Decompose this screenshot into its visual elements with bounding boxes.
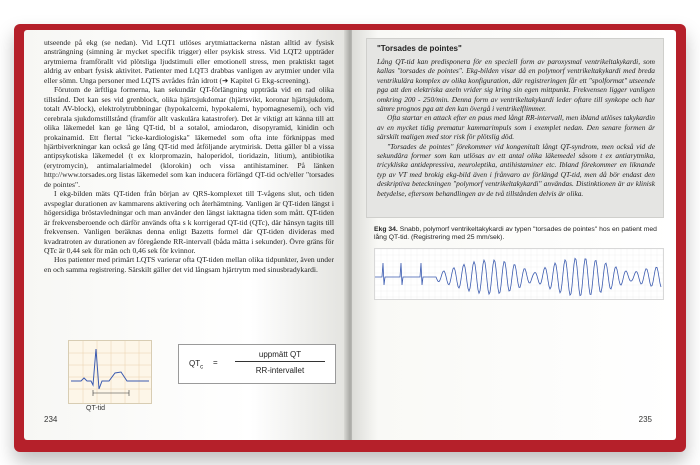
paragraph: Lång QT-tid kan predisponera för en speciell form av paroxysmal ventrikeltakykardi, som kallas "torsades de pointes". Ekg-bilden visar då en polymorf ventrikeltakykardi med breda ventrikulära komplex av olika konfiguration, där registreringen får ett "spolformat" utseende pga att den elektriska axeln vrider sig kring sin egen mittpunkt. Frekvensen ligger vanligen omkring 200 - 250/min. Denna form av ventrikeltakykardi leder oftare till synkope och har sämre prognos pga att den kan övergå i ventrikelflimmer. <box>377 57 655 114</box>
page-number-left: 234 <box>44 415 58 424</box>
qt-ecg-icon <box>69 341 151 403</box>
left-page-body <box>44 38 334 274</box>
torsades-info-box <box>366 38 664 218</box>
ecg-trace-icon <box>375 249 663 299</box>
ecg-trace-line <box>375 258 661 295</box>
paragraph: Ofta startar en attack efter en paus med långt RR-intervall, men ibland utlöses takykardin av en mycket tidig prematur kammarimpuls som i exemplet nedan. Den senare formen är särskilt maligen med stor risk för plötslig död. <box>377 113 655 142</box>
caption-label: Ekg 34. <box>374 226 398 233</box>
right-page <box>352 30 676 440</box>
qtc-formula <box>178 344 336 384</box>
formula-equals: = <box>213 358 218 367</box>
info-box-text <box>377 57 655 198</box>
caption-text: Snabb, polymorf ventrikeltakykardi av typen "torsades de pointes" hos en patient med lång QT-tid. (Registrering med 25 mm/sek). <box>374 226 657 242</box>
left-page <box>24 30 348 440</box>
formula-numerator: uppmätt QT <box>235 350 325 362</box>
qt-interval-figure <box>68 340 152 404</box>
info-box-title: "Torsades de pointes" <box>377 44 462 53</box>
qt-figure-label: QT-tid <box>86 405 106 412</box>
paragraph: "Torsades de pointes" förekommer vid kongenitalt långt QT-syndrom, men också vid de sekundära former som kan utlösas av ett antal olika läkemedel såsom t ex antiarytmika, tricykliska antidepressiva, neuroleptika, antihistaminer etc. Ibland förekommer en liknande typ av VT med brokig ekg-bild även i frånvaro av förlängd QT-tid, men då bör endast den deskriptiva beteckningen "polymorf ventrikeltakykardi" användas. Distinktionen är av klinisk betydelse, eftersom behandlingen av de två tillstånden delvis är olika. <box>377 141 655 198</box>
formula-denominator: RR-intervallet <box>255 366 305 375</box>
paragraph: Hos patienter med primärt LQTS varierar ofta QT-tiden mellan olika tidpunkter, även under en och samma registrering. Särskilt gäller det vid långsam hjärtrytm med sinusbradykardi. <box>44 255 334 274</box>
formula-lhs <box>189 359 203 371</box>
torsades-ecg-strip <box>374 248 664 300</box>
paragraph: utseende på ekg (se nedan). Vid LQT1 utlöses arytmiattackerna nästan alltid av fysisk ansträngning (simning är mycket specifik trigger) eller psykisk stress. Vid LQT2 uppträder arytmierna framförallt vid plötsliga ljudstimuli eller emotionell stress, men praktiskt taget aldrig av enbart fysisk aktivitet. Patienter med LQT3 drabbas vanligen av arytmier under vila eller sömn. Unga personer med LQTS avrådes från idrott (➜ Kapitel G Ekg-screening). <box>44 38 334 85</box>
paragraph: Förutom de ärftliga formerna, kan sekundär QT-förlängning uppträda vid en rad olika tillstånd. Det kan ses vid grenblock, olika hjärtsjukdomar (hjärtsvikt, koronar hjärtsjukdom, totalt AV-block), elektrolytrubbningar (hypokalcemi, hypokalemi, hypomagnesemi), och vid cerebrala sjukdomstillstånd (framför allt vaskulära katastrofer). Det är viktigt att känna till att olika läkemedel kan ge lång QT-tid, bl a sotalol, amiodaron, disopyramid, kinidin och prokainamid. Ett flertal "icke-kardiologiska" läkemedel som ofta inte förknippas med hjärtbiverkningar kan också ge lång QT-tid med åtföljande arytmirisk. Detta gäller bl a vissa antipsykotiska läkemedel (t ex klorpromazin, haloperidol, tioridazin, litium), antibiotika (erytromycin), antimalarialmedel (klorokin) och vissa antihistaminer. På länken http://www.torsades.org listas läkemedel som kan inducera förlängd QT-tid och/eller "torsades de pointes". <box>44 85 334 189</box>
formula-lhs-subscript: c <box>200 364 204 371</box>
ecg-caption <box>374 226 660 243</box>
paragraph: I ekg-bilden mäts QT-tiden från början av QRS-komplexet till T-vågens slut, och tiden avspeglar durationen av kammarens aktivering och återhämtning. Vanligen är QT-tiden längst i högersidiga bröstavledningar och man använder den längst iakttagna tiden som mått. QT-tiden är frekvensberoende och därför används ofta s k korrigerad QT-tid (QTc), där hänsyn tagits till frekvensen. Vanligen beräknas denna enligt Bazetts formel där QT-tiden divideras med kvadratroten av durationen av föregående RR-intervall (båda mätta i sekunder). Övre gräns för QTc är 0,44 sek för män och 0,46 sek för kvinnor. <box>44 189 334 255</box>
page-number-right: 235 <box>638 415 652 424</box>
formula-lhs-text: QT <box>189 359 201 368</box>
